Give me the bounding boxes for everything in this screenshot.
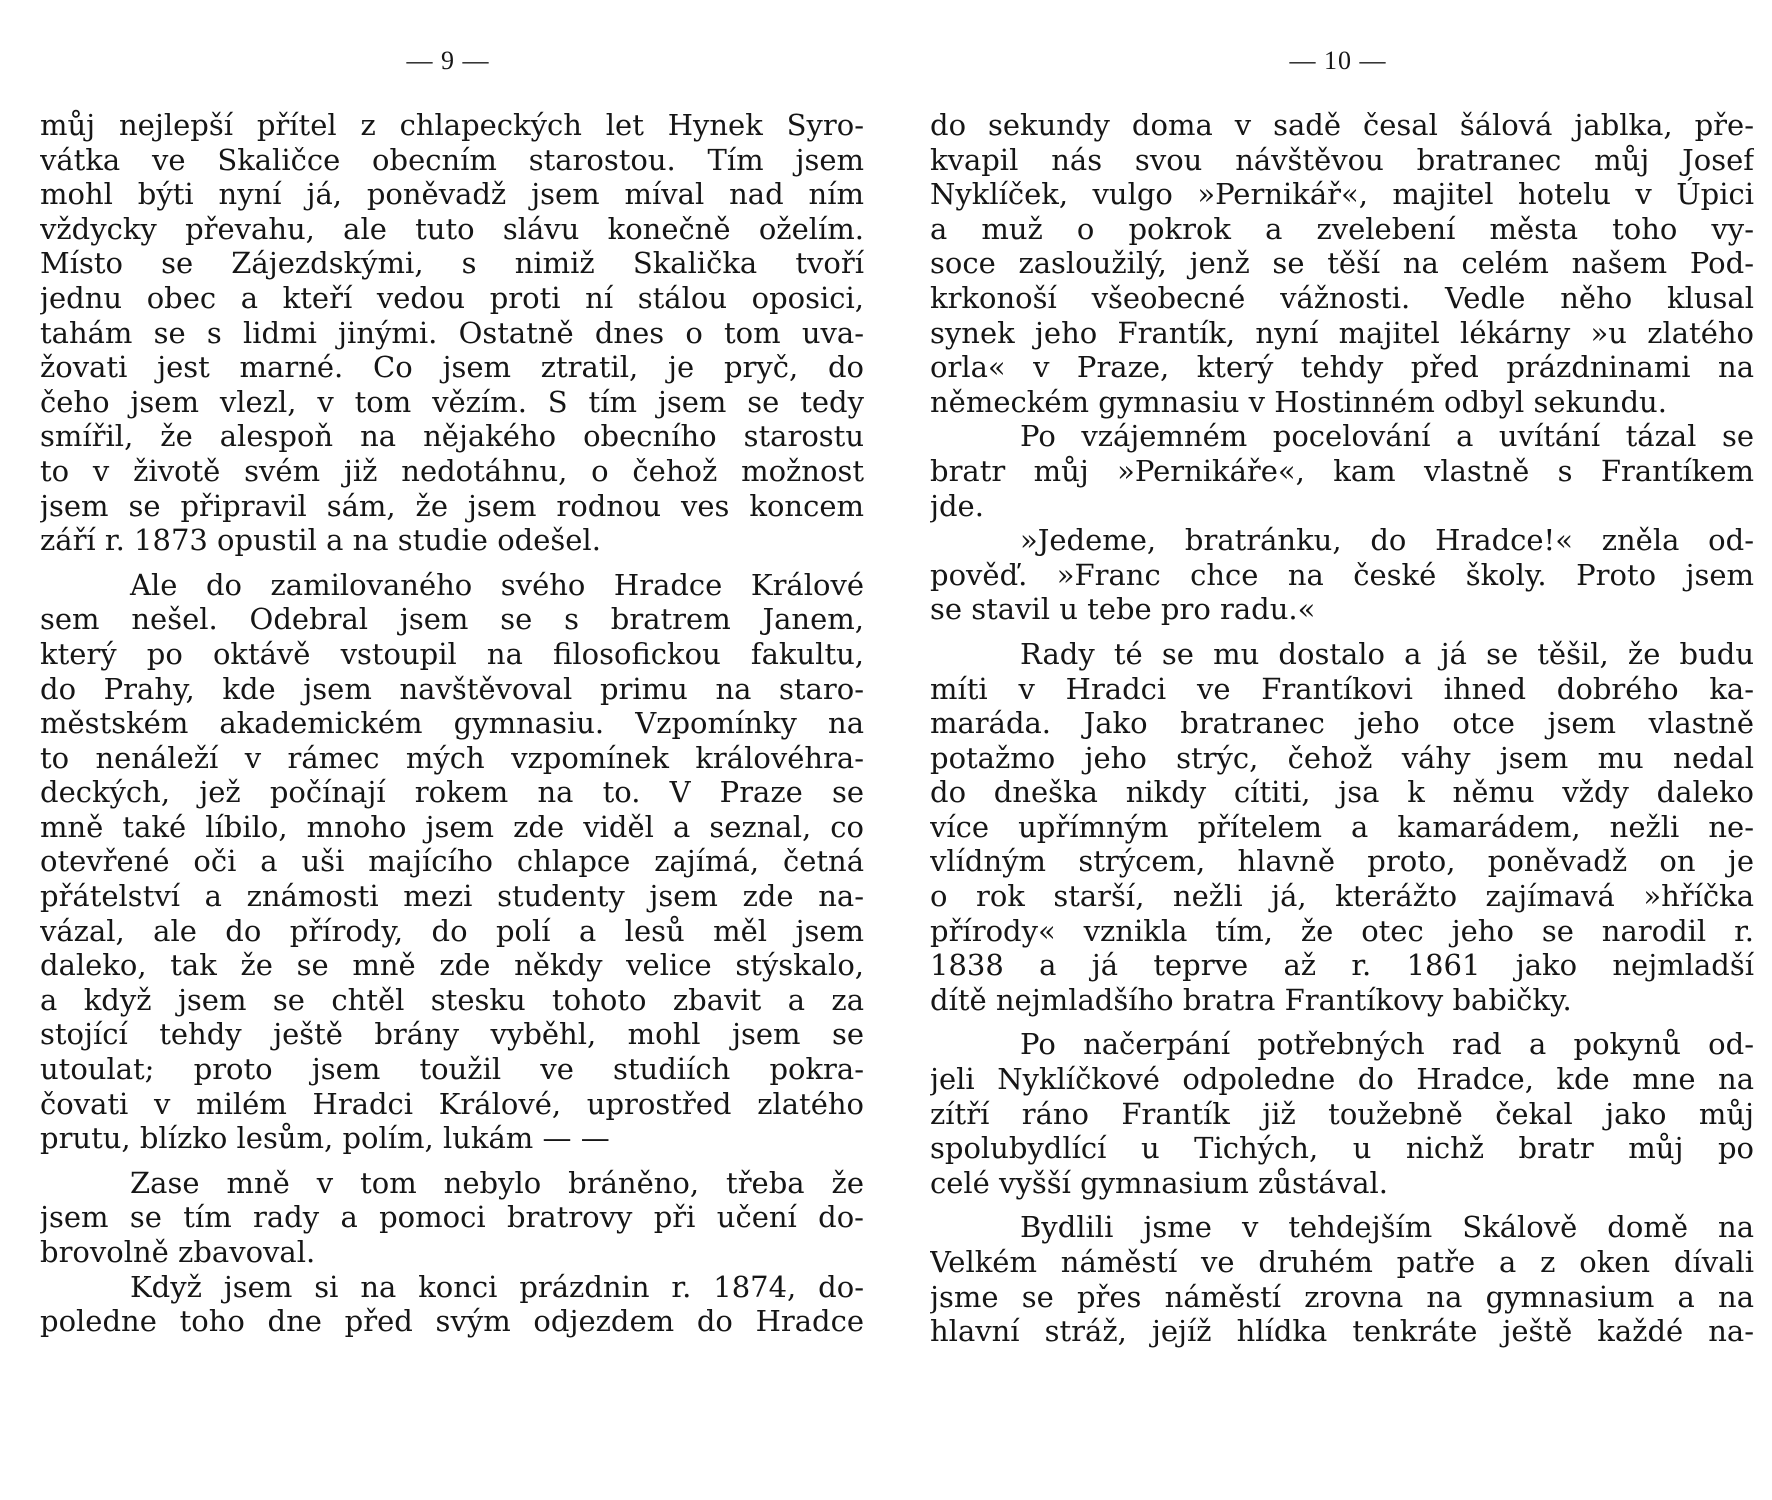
text-line: smířil, že alespoň na nějakého obecního starostu <box>40 419 864 454</box>
text-line: mně také líbilo, mnoho jsem zde viděl a seznal, co <box>40 809 864 844</box>
text-line: Zase mně v tom nebylo bráněno, třeba že <box>130 1165 864 1200</box>
text-line: stojící tehdy ještě brány vyběhl, mohl jsem se <box>40 1017 864 1052</box>
text-line: celé vyšší gymnasium zůstával. <box>930 1165 1388 1200</box>
text-line: můj nejlepší přítel z chlapeckých let Hynek Syro- <box>40 108 864 142</box>
text-line: do sekundy doma v sadě česal šálová jablka, pře- <box>930 108 1754 142</box>
text-line: jsme se přes náměstí zrovna na gymnasium a na <box>930 1279 1754 1314</box>
text-line: městském akademickém gymnasiu. Vzpomínky na <box>40 706 864 741</box>
text-line: míti v Hradci ve Frantíkovi ihned dobrého ka- <box>930 671 1754 706</box>
page-text <box>930 108 1754 1349</box>
text-line: dítě nejmladšího bratra Frantíkovy babičky. <box>930 982 1572 1017</box>
paragraph-gap <box>40 1156 864 1166</box>
text-line: Když jsem si na konci prázdnin r. 1874, do- <box>130 1269 864 1304</box>
text-line: do Prahy, kde jsem navštěvoval primu na staro- <box>40 671 864 706</box>
text-line: otevřené oči a uši majícího chlapce zajímá, četná <box>40 844 864 879</box>
text-line: Místo se Zájezdskými, s nimiž Skalička tvoří <box>40 246 864 281</box>
text-line: německém gymnasiu v Hostinném odbyl sekundu. <box>930 384 1667 419</box>
text-line: Po načerpání potřebných rad a pokynů od- <box>1020 1027 1754 1062</box>
text-line: a když jsem se chtěl stesku tohoto zbavit a za <box>40 982 864 1017</box>
right-page <box>922 0 1754 1500</box>
text-line: potažmo jeho strýc, čehož váhy jsem mu nedal <box>930 740 1754 775</box>
text-line: vlídným strýcem, hlavně proto, poněvadž on je <box>930 844 1754 879</box>
text-line: čeho jsem vlezl, v tom vězím. S tím jsem se tedy <box>40 384 864 419</box>
text-line: a muž o pokrok a zvelebení města toho vy- <box>930 211 1754 246</box>
text-line: brovolně zbavoval. <box>40 1235 316 1269</box>
text-line: daleko, tak že se mně zde někdy velice stýskalo, <box>40 948 864 983</box>
text-line: soce zasloužilý, jenž se těší na celém našem Pod- <box>930 246 1754 281</box>
text-line: o rok starší, nežli já, kterážto zajímavá »hříčka <box>930 879 1754 914</box>
text-line: vátka ve Skaličce obecním starostou. Tím jsem <box>40 142 864 177</box>
text-line: spolubydlící u Tichých, u nichž bratr můj po <box>930 1131 1754 1166</box>
text-line: krkonoší všeobecné vážnosti. Vedle něho klusal <box>930 280 1754 315</box>
text-line: Velkém náměstí ve druhém patře a z oken dívali <box>930 1245 1754 1279</box>
text-line: se stavil u tebe pro radu.« <box>930 592 1316 627</box>
text-line: deckých, jež počínají rokem na to. V Praze se <box>40 775 864 810</box>
text-line: sem nešel. Odebral jsem se s bratrem Janem, <box>40 602 864 637</box>
left-page <box>32 0 864 1500</box>
text-line: přátelství a známosti mezi studenty jsem zde na- <box>40 879 864 914</box>
text-line: Ale do zamilovaného svého Hradce Králové <box>130 567 864 602</box>
page-number: — 10 — <box>1289 46 1387 75</box>
text-line: žovati jest marné. Co jsem ztratil, je pryč, do <box>40 350 864 385</box>
text-line: 1838 a já teprve až r. 1861 jako nejmladší <box>930 948 1754 983</box>
text-line: vždycky převahu, ale tuto slávu konečně oželím. <box>40 211 864 246</box>
text-line: jeli Nyklíčkové odpoledne do Hradce, kde mne na <box>930 1062 1754 1097</box>
text-line: poledne toho dne před svým odjezdem do Hradce <box>40 1304 864 1339</box>
text-line: bratr můj »Pernikáře«, kam vlastně s Frantíkem <box>930 453 1754 488</box>
page-number: — 9 — <box>406 46 490 75</box>
paragraph-gap <box>930 1017 1754 1027</box>
text-line: jde. <box>930 488 984 523</box>
text-line: maráda. Jako bratranec jeho otce jsem vlastně <box>930 706 1754 741</box>
text-line: orla« v Praze, který tehdy před prázdninami na <box>930 350 1754 385</box>
text-line: utoulat; proto jsem toužil ve studiích pokra- <box>40 1052 864 1087</box>
text-line: hlavní stráž, jejíž hlídka tenkráte ještě každé na- <box>930 1314 1754 1349</box>
text-line: kvapil nás svou návštěvou bratranec můj Josef <box>930 142 1754 177</box>
text-line: jsem se tím rady a pomoci bratrovy při učení do- <box>40 1200 864 1235</box>
text-line: tahám se s lidmi jinými. Ostatně dnes o tom uva- <box>40 315 864 350</box>
text-line: zítří ráno Frantík již toužebně čekal jako můj <box>930 1096 1754 1131</box>
text-line: který po oktávě vstoupil na filosofickou fakultu, <box>40 636 864 671</box>
text-line: jednu obec a kteří vedou proti ní stálou oposici, <box>40 280 864 315</box>
text-line: přírody« vznikla tím, že otec jeho se narodil r. <box>930 913 1754 948</box>
text-line: více upřímným přítelem a kamarádem, nežli ne- <box>930 809 1754 844</box>
text-line: to nenáleží v rámec mých vzpomínek královéhra- <box>40 740 864 775</box>
text-line: vázal, ale do přírody, do polí a lesů měl jsem <box>40 913 864 948</box>
text-line: pověď. »Franc chce na české školy. Proto jsem <box>930 557 1754 592</box>
paragraph-gap <box>930 627 1754 637</box>
text-line: prutu, blízko lesům, polím, lukám — — <box>40 1121 610 1156</box>
text-line: synek jeho Frantík, nyní majitel lékárny »u zlatého <box>930 315 1754 350</box>
text-line: jsem se připravil sám, že jsem rodnou ves koncem <box>40 488 864 523</box>
text-line: mohl býti nyní já, poněvadž jsem míval nad ním <box>40 177 864 212</box>
text-line: Bydlili jsme v tehdejším Skálově domě na <box>1020 1210 1754 1245</box>
text-line: to v životě svém již nedotáhnu, o čehož možnost <box>40 453 864 488</box>
text-line: čovati v milém Hradci Králové, uprostřed zlatého <box>40 1086 864 1121</box>
page-text <box>40 108 864 1339</box>
paragraph-gap <box>40 558 864 568</box>
text-line: září r. 1873 opustil a na studie odešel. <box>40 523 601 558</box>
paragraph-gap <box>930 1200 1754 1210</box>
text-line: »Jedeme, bratránku, do Hradce!« zněla od- <box>1020 523 1754 558</box>
text-line: do dneška nikdy cítiti, jsa k němu vždy daleko <box>930 775 1754 810</box>
text-line: Po vzájemném pocelování a uvítání tázal se <box>1020 419 1754 454</box>
text-line: Rady té se mu dostalo a já se těšil, že budu <box>1020 636 1754 671</box>
text-line: Nyklíček, vulgo »Pernikář«, majitel hotelu v Úpici <box>930 177 1754 212</box>
